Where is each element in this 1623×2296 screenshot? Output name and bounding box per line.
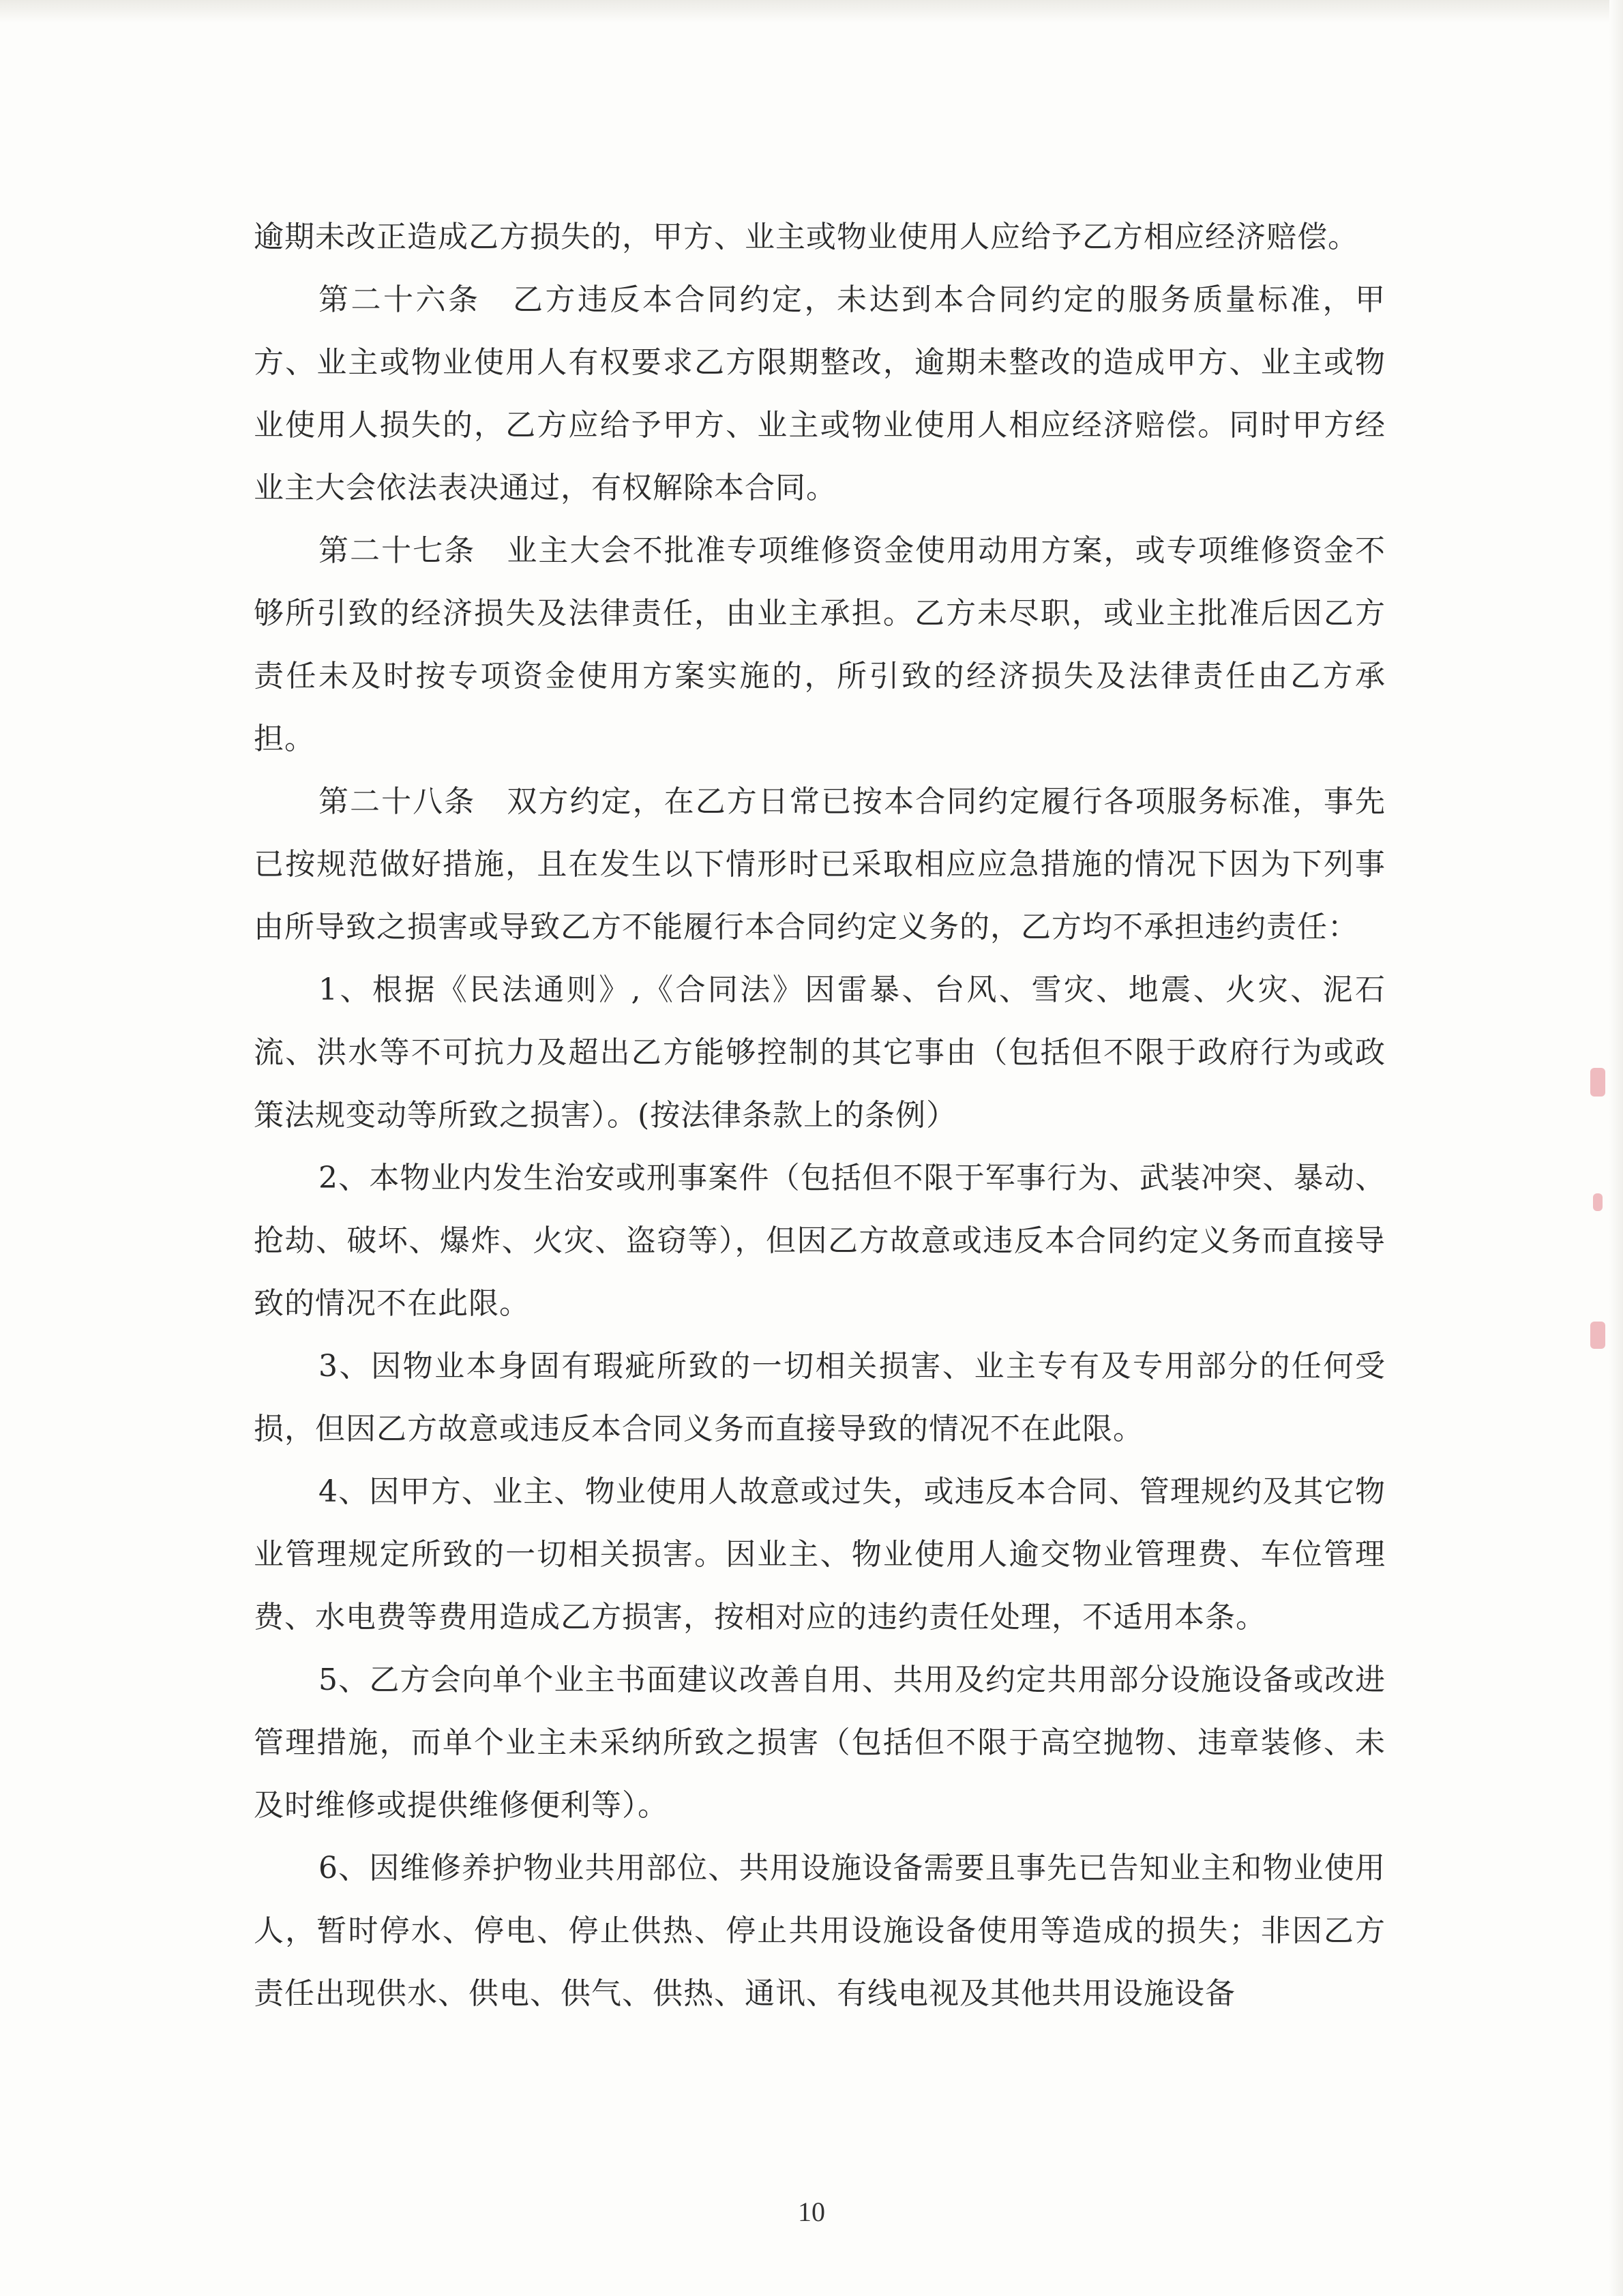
page-number: 10 bbox=[798, 2196, 825, 2227]
clause-6: 6、因维修养护物业共用部位、共用设施设备需要且事先已告知业主和物业使用人，暂时停水、停电、停止供热、停止共用设施设备使用等造成的损失；非因乙方责任出现供水、供电、供气、供热、通讯、有线电视及其他共用设施设备 bbox=[254, 1851, 1386, 2011]
seal-edge-mark bbox=[1590, 1322, 1605, 1349]
clause-4: 4、因甲方、业主、物业使用人故意或过失，或违反本合同、管理规约及其它物业管理规定所致的一切相关损害。因业主、物业使用人逾交物业管理费、车位管理费、水电费等费用造成乙方损害，按相对应的违约责任处理，不适用本条。 bbox=[254, 1474, 1386, 1635]
paragraph-continuation: 逾期未改正造成乙方损失的，甲方、业主或物业使用人应给予乙方相应经济赔偿。 bbox=[254, 220, 1358, 254]
article-26: 第二十六条 乙方违反本合同约定，未达到本合同约定的服务质量标准，甲方、业主或物业使用人有权要求乙方限期整改，逾期未整改的造成甲方、业主或物业使用人损失的，乙方应给予甲方、业主或物业使用人相应经济赔偿。同时甲方经业主大会依法表决通过，有权解除本合同。 bbox=[254, 282, 1386, 505]
article-27: 第二十七条 业主大会不批准专项维修资金使用动用方案，或专项维修资金不够所引致的经济损失及法律责任，由业主承担。乙方未尽职，或业主批准后因乙方责任未及时按专项资金使用方案实施的，所引致的经济损失及法律责任由乙方承担。 bbox=[254, 533, 1386, 756]
clause-1: 1、根据《民法通则》,《合同法》因雷暴、台风、雪灾、地震、火灾、泥石流、洪水等不可抗力及超出乙方能够控制的其它事由（包括但不限于政府行为或政策法规变动等所致之损害）。(按法律条款上的条例） bbox=[254, 972, 1386, 1133]
clause-3: 3、因物业本身固有瑕疵所致的一切相关损害、业主专有及专用部分的任何受损，但因乙方故意或违反本合同义务而直接导致的情况不在此限。 bbox=[254, 1349, 1386, 1446]
clause-2: 2、本物业内发生治安或刑事案件（包括但不限于军事行为、武装冲突、暴动、抢劫、破坏、爆炸、火灾、盗窃等），但因乙方故意或违反本合同约定义务而直接导致的情况不在此限。 bbox=[254, 1161, 1386, 1321]
article-28: 第二十八条 双方约定，在乙方日常已按本合同约定履行各项服务标准，事先已按规范做好措施，且在发生以下情形时已采取相应应急措施的情况下因为下列事由所导致之损害或导致乙方不能履行本合同约定义务的，乙方均不承担违约责任： bbox=[254, 784, 1386, 944]
clause-5: 5、乙方会向单个业主书面建议改善自用、共用及约定共用部分设施设备或改进管理措施，而单个业主未采纳所致之损害（包括但不限于高空抛物、违章装修、未及时维修或提供维修便利等）。 bbox=[254, 1663, 1386, 1823]
seal-edge-mark bbox=[1590, 1068, 1605, 1097]
scan-right-edge bbox=[1609, 0, 1623, 2296]
scan-top-edge bbox=[0, 0, 1623, 23]
seal-edge-mark bbox=[1593, 1193, 1603, 1211]
contract-body bbox=[254, 206, 1386, 2025]
